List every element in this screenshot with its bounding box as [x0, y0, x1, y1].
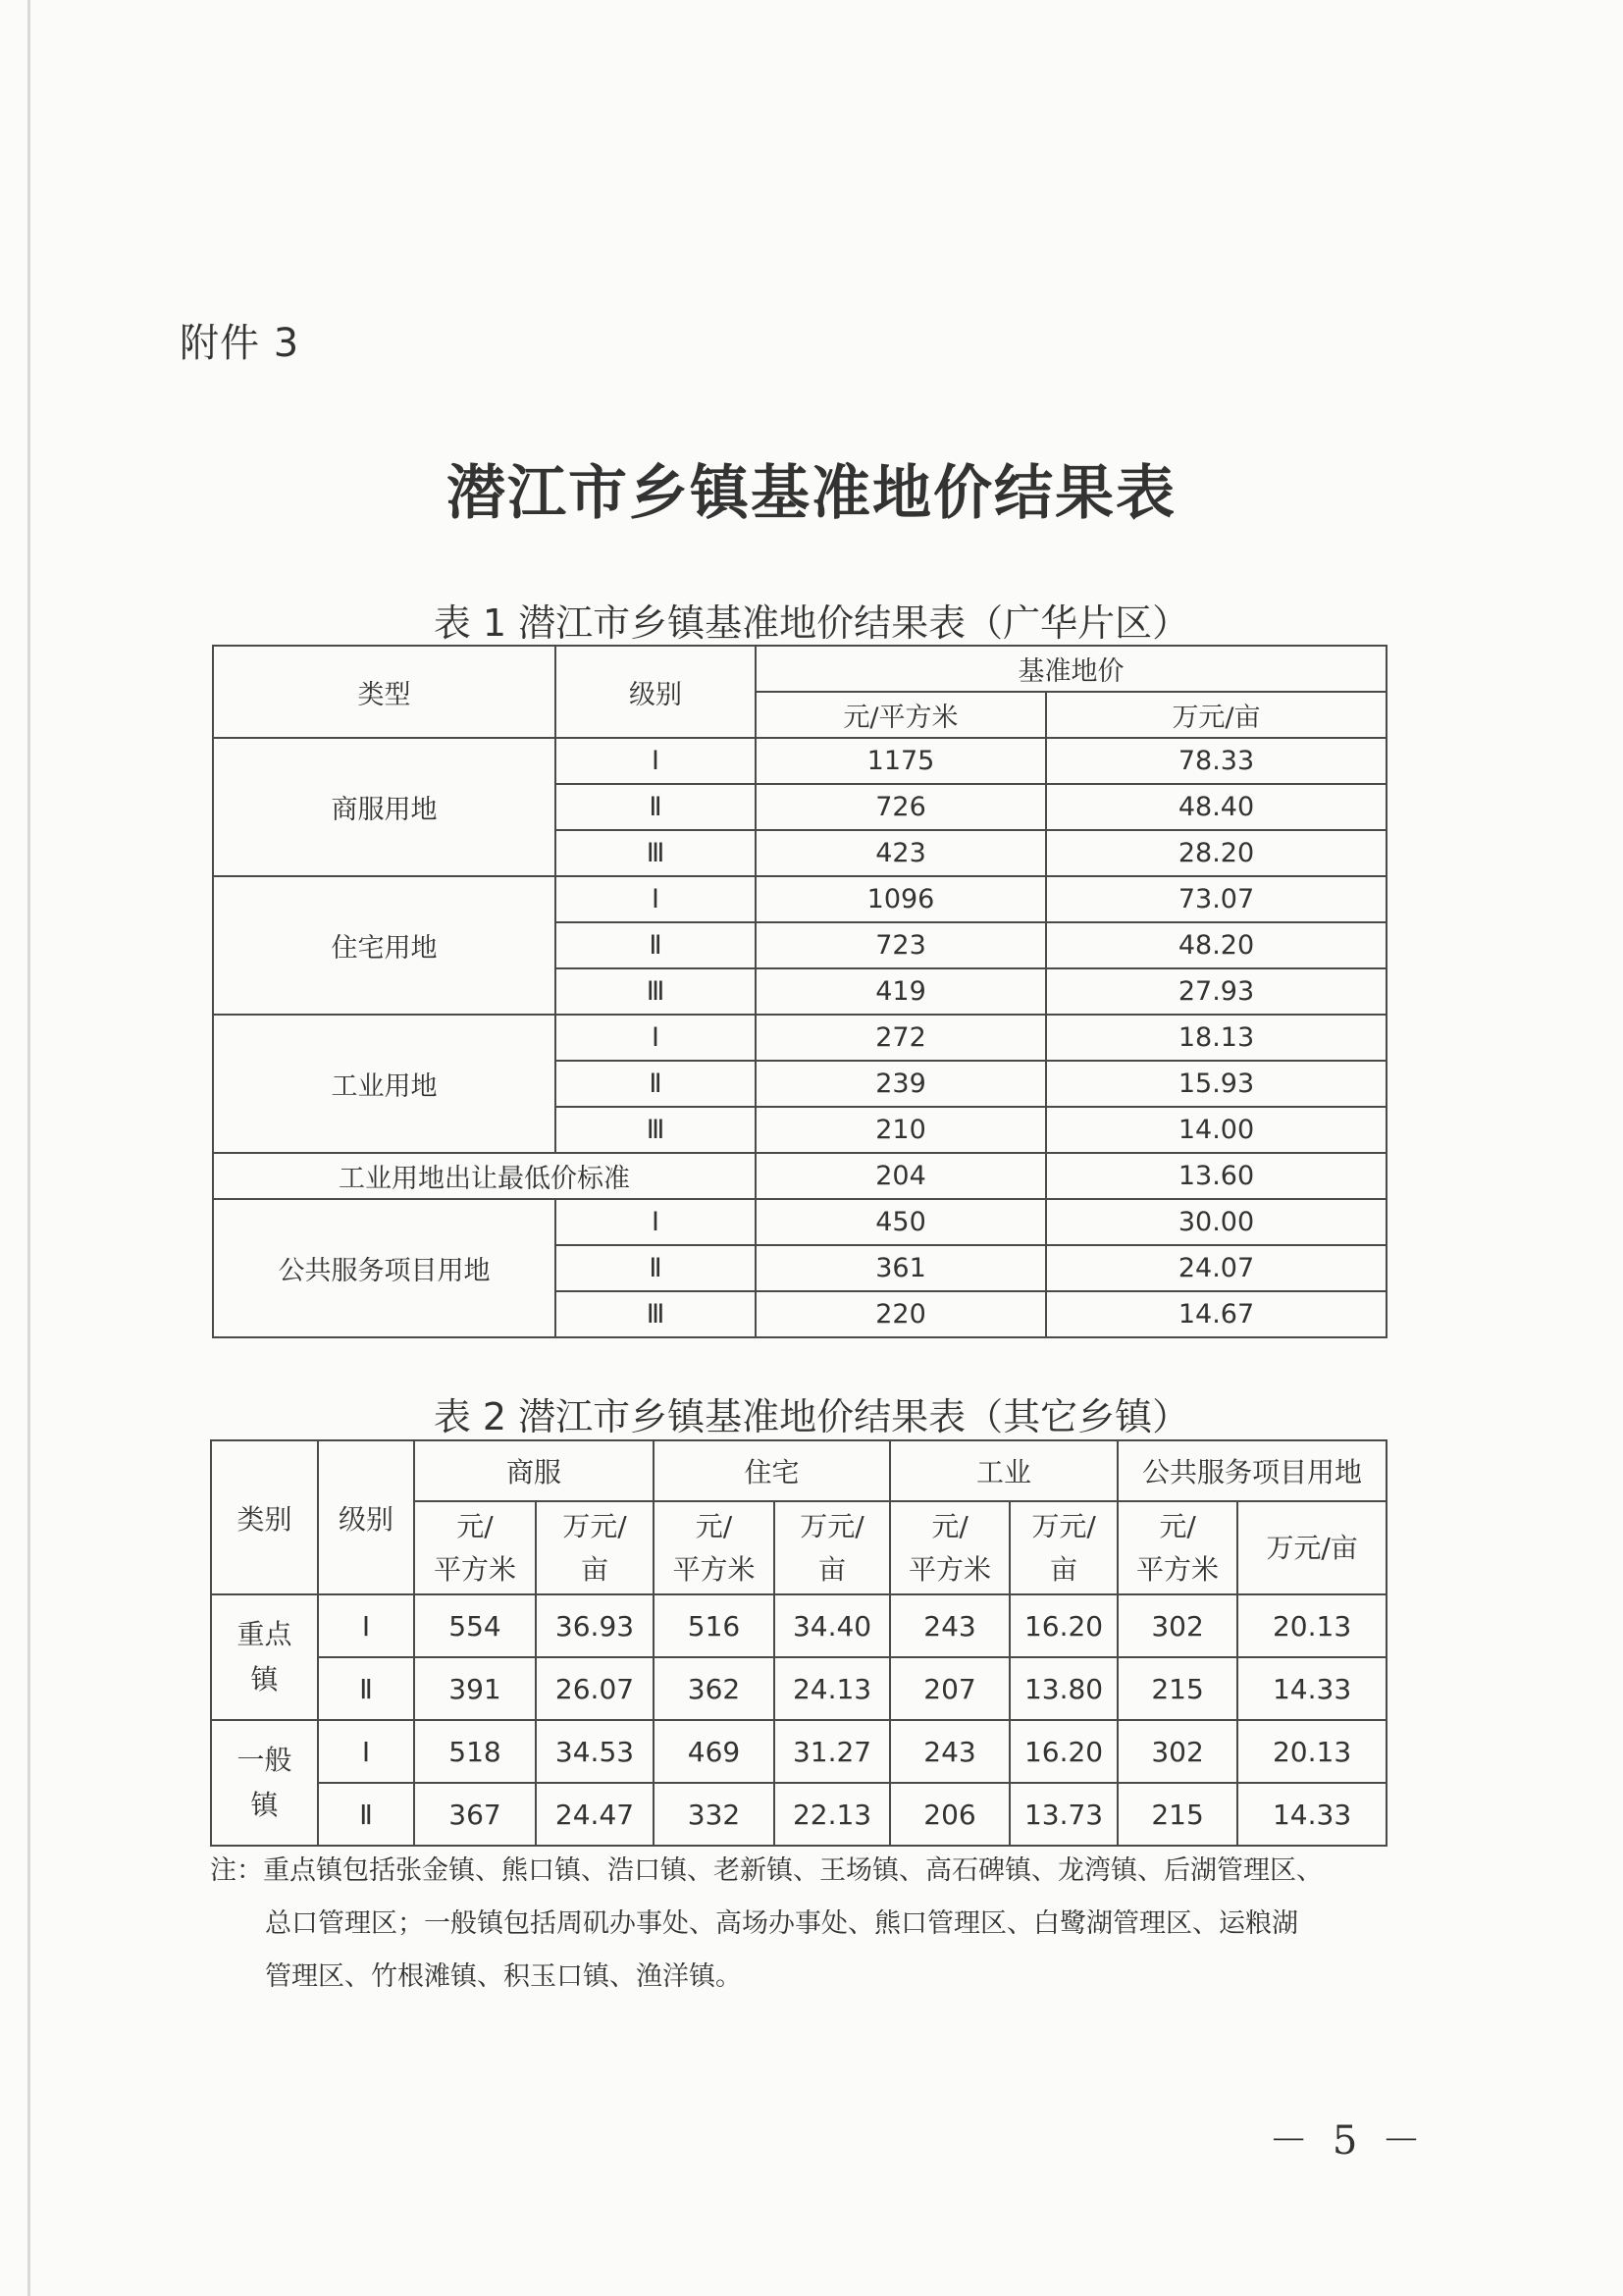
- header-base-price: 基准地价: [756, 646, 1387, 692]
- value-cell: 20.13: [1237, 1720, 1387, 1783]
- value-cell: 362: [654, 1657, 774, 1720]
- grade-cell: Ⅱ: [318, 1657, 414, 1720]
- value-cell: 13.80: [1010, 1657, 1118, 1720]
- grade-cell: Ⅲ: [555, 1107, 756, 1153]
- value-cell: 518: [414, 1720, 536, 1783]
- price-wan-cell: 18.13: [1046, 1015, 1387, 1061]
- header-unit-wan: 万元/亩: [1046, 692, 1387, 738]
- header-industrial: 工业: [890, 1440, 1118, 1501]
- footnote-line: 管理区、竹根滩镇、积玉口镇、渔洋镇。: [265, 1961, 742, 1992]
- unit-yuan-header: 元/ 平方米: [414, 1501, 536, 1594]
- value-cell: 20.13: [1237, 1594, 1387, 1657]
- table-row: [213, 1199, 1387, 1245]
- price-wan-cell: 28.20: [1046, 830, 1387, 876]
- price-yuan-cell: 1096: [756, 876, 1046, 922]
- unit-yuan-header: 元/ 平方米: [654, 1501, 774, 1594]
- table-row: [211, 1720, 1387, 1783]
- unit-yuan-header: 元/ 平方米: [1118, 1501, 1237, 1594]
- group-key-town: 重点 镇: [211, 1594, 318, 1720]
- value-cell: 22.13: [774, 1783, 890, 1846]
- price-wan-cell: 48.20: [1046, 922, 1387, 968]
- value-cell: 391: [414, 1657, 536, 1720]
- grade-cell: Ⅱ: [555, 1061, 756, 1107]
- header-public: 公共服务项目用地: [1118, 1440, 1387, 1501]
- price-yuan-cell: 419: [756, 968, 1046, 1015]
- unit-wan-header: 万元/ 亩: [774, 1501, 890, 1594]
- value-cell: 367: [414, 1783, 536, 1846]
- grade-cell: Ⅱ: [555, 922, 756, 968]
- grade-cell: Ⅲ: [555, 830, 756, 876]
- table1: [212, 645, 1387, 1338]
- header-type: 类型: [213, 646, 555, 738]
- value-cell: 554: [414, 1594, 536, 1657]
- header-category: 类别: [211, 1440, 318, 1594]
- value-cell: 14.33: [1237, 1783, 1387, 1846]
- group-industrial: 工业用地: [213, 1015, 555, 1153]
- group-residential: 住宅用地: [213, 876, 555, 1015]
- value-cell: 26.07: [536, 1657, 654, 1720]
- price-yuan-cell: 220: [756, 1291, 1046, 1337]
- grade-cell: Ⅱ: [555, 784, 756, 830]
- price-yuan-cell: 239: [756, 1061, 1046, 1107]
- price-yuan-cell: 361: [756, 1245, 1046, 1291]
- price-wan-cell: 30.00: [1046, 1199, 1387, 1245]
- value-cell: 469: [654, 1720, 774, 1783]
- value-cell: 24.47: [536, 1783, 654, 1846]
- value-cell: 215: [1118, 1783, 1237, 1846]
- footnote-line: 总口管理区；一般镇包括周矶办事处、高场办事处、熊口管理区、白鹭湖管理区、运粮湖: [265, 1908, 1298, 1939]
- table1-caption: 表 1 潜江市乡镇基准地价结果表（广华片区）: [433, 601, 1190, 645]
- value-cell: 206: [890, 1783, 1010, 1846]
- value-cell: 14.33: [1237, 1657, 1387, 1720]
- unit-yuan-header: 元/ 平方米: [890, 1501, 1010, 1594]
- table2-caption: 表 2 潜江市乡镇基准地价结果表（其它乡镇）: [433, 1395, 1190, 1438]
- grade-cell: Ⅰ: [318, 1594, 414, 1657]
- grade-cell: Ⅰ: [318, 1720, 414, 1783]
- table-row: [211, 1594, 1387, 1657]
- price-wan-cell: 78.33: [1046, 738, 1387, 784]
- table-row: [211, 1783, 1387, 1846]
- unit-wan-header: 万元/ 亩: [1010, 1501, 1118, 1594]
- value-cell: 207: [890, 1657, 1010, 1720]
- grade-cell: Ⅱ: [555, 1245, 756, 1291]
- unit-wan-header: 万元/ 亩: [536, 1501, 654, 1594]
- value-cell: 16.20: [1010, 1720, 1118, 1783]
- price-wan-cell: 14.00: [1046, 1107, 1387, 1153]
- value-cell: 215: [1118, 1657, 1237, 1720]
- footnote: [210, 1845, 1407, 2004]
- value-cell: 16.20: [1010, 1594, 1118, 1657]
- price-yuan-cell: 272: [756, 1015, 1046, 1061]
- group-commercial: 商服用地: [213, 738, 555, 876]
- price-yuan-cell: 210: [756, 1107, 1046, 1153]
- value-cell: 332: [654, 1783, 774, 1846]
- grade-cell: Ⅰ: [555, 1015, 756, 1061]
- price-wan-cell: 27.93: [1046, 968, 1387, 1015]
- table2: [210, 1439, 1387, 1847]
- price-wan-cell: 13.60: [1046, 1153, 1387, 1199]
- min-price-label: 工业用地出让最低价标准: [213, 1153, 756, 1199]
- price-yuan-cell: 726: [756, 784, 1046, 830]
- grade-cell: Ⅰ: [555, 876, 756, 922]
- value-cell: 516: [654, 1594, 774, 1657]
- page-title: 潜江市乡镇基准地价结果表: [446, 459, 1177, 528]
- header-commercial: 商服: [414, 1440, 654, 1501]
- grade-cell: Ⅲ: [555, 968, 756, 1015]
- footnote-line: 注：重点镇包括张金镇、熊口镇、浩口镇、老新镇、王场镇、高石碑镇、龙湾镇、后湖管理区、: [210, 1855, 1323, 1886]
- value-cell: 302: [1118, 1720, 1237, 1783]
- price-yuan-cell: 204: [756, 1153, 1046, 1199]
- value-cell: 31.27: [774, 1720, 890, 1783]
- price-wan-cell: 73.07: [1046, 876, 1387, 922]
- table-row: [213, 738, 1387, 784]
- grade-cell: Ⅱ: [318, 1783, 414, 1846]
- price-yuan-cell: 723: [756, 922, 1046, 968]
- price-wan-cell: 15.93: [1046, 1061, 1387, 1107]
- annex-label: 附件 3: [180, 321, 300, 366]
- value-cell: 24.13: [774, 1657, 890, 1720]
- price-yuan-cell: 450: [756, 1199, 1046, 1245]
- price-yuan-cell: 1175: [756, 738, 1046, 784]
- value-cell: 34.40: [774, 1594, 890, 1657]
- value-cell: 243: [890, 1594, 1010, 1657]
- header-unit-yuan: 元/平方米: [756, 692, 1046, 738]
- grade-cell: Ⅲ: [555, 1291, 756, 1337]
- table-row: [211, 1657, 1387, 1720]
- table-row: [213, 1153, 1387, 1199]
- header-grade: 级别: [318, 1440, 414, 1594]
- grade-cell: Ⅰ: [555, 738, 756, 784]
- table-row: [213, 876, 1387, 922]
- unit-wan-header: 万元/亩: [1237, 1501, 1387, 1594]
- group-general-town: 一般 镇: [211, 1720, 318, 1846]
- price-yuan-cell: 423: [756, 830, 1046, 876]
- price-wan-cell: 14.67: [1046, 1291, 1387, 1337]
- group-public: 公共服务项目用地: [213, 1199, 555, 1337]
- scan-edge: [27, 0, 30, 2296]
- header-residential: 住宅: [654, 1440, 890, 1501]
- value-cell: 243: [890, 1720, 1010, 1783]
- table-row: [213, 1015, 1387, 1061]
- value-cell: 302: [1118, 1594, 1237, 1657]
- value-cell: 13.73: [1010, 1783, 1118, 1846]
- header-grade: 级别: [555, 646, 756, 738]
- page-number: － 5 －: [1269, 2118, 1427, 2164]
- price-wan-cell: 24.07: [1046, 1245, 1387, 1291]
- grade-cell: Ⅰ: [555, 1199, 756, 1245]
- value-cell: 34.53: [536, 1720, 654, 1783]
- value-cell: 36.93: [536, 1594, 654, 1657]
- price-wan-cell: 48.40: [1046, 784, 1387, 830]
